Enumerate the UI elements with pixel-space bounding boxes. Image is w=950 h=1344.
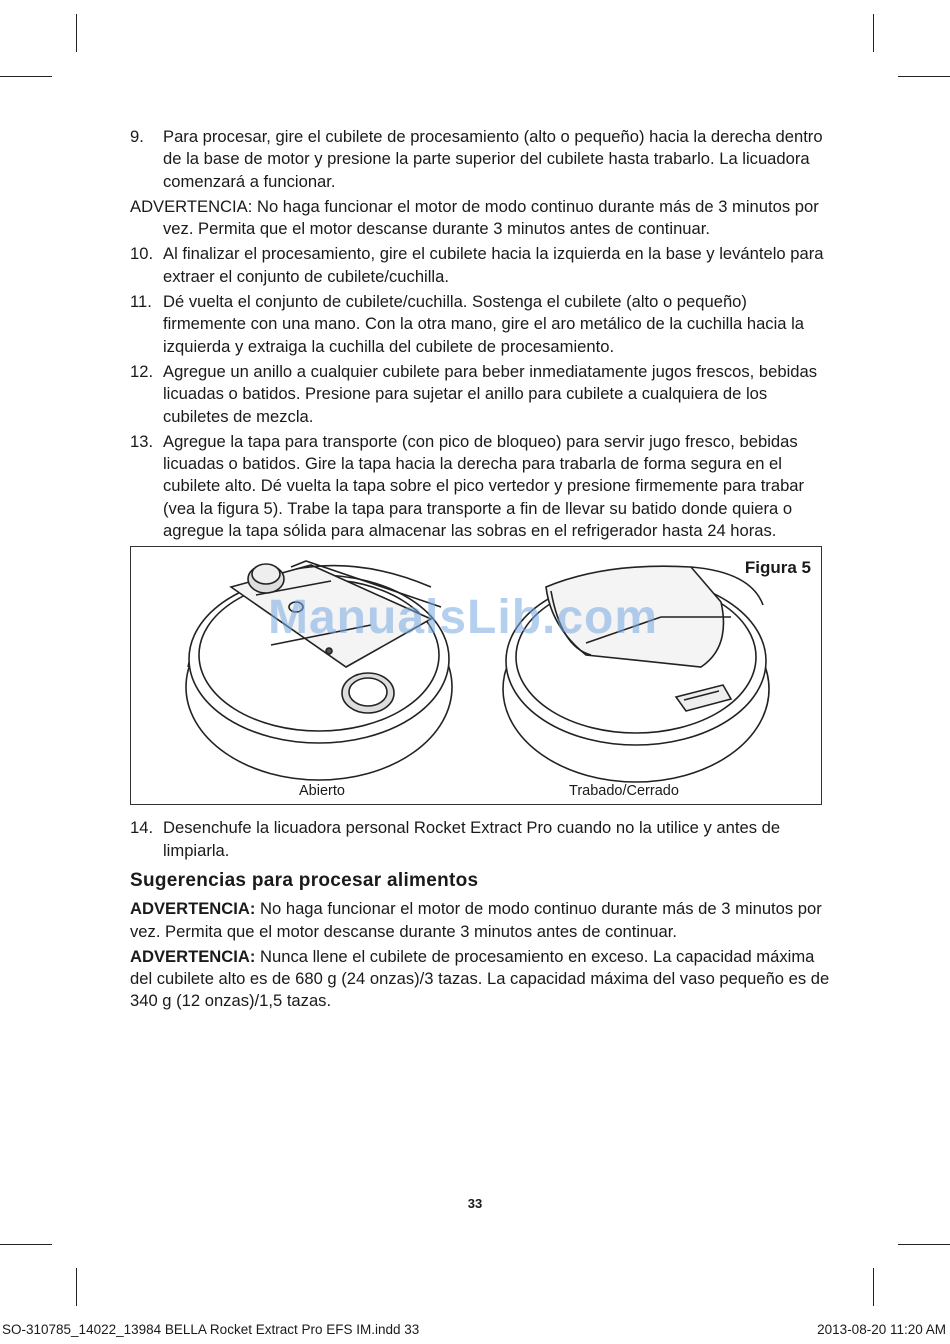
crop-mark — [898, 1244, 950, 1245]
warning-2 — [130, 898, 830, 943]
step-text: Dé vuelta el conjunto de cubilete/cuchilla. Sostenga el cubilete (alto o pequeño) firmemente con una mano. Con la otra mano, gire el aro metálico de la cuchilla hacia la izquierda y extraiga la cuchilla del cubilete de procesamiento. — [163, 292, 805, 356]
step-text: Desenchufe la licuadora personal Rocket Extract Pro cuando no la utilice y antes de limpiarla. — [163, 818, 781, 860]
step-12 — [130, 361, 830, 428]
figure-title: Figura 5 — [744, 558, 811, 578]
warning-label: ADVERTENCIA: — [130, 196, 253, 216]
step-text: Agregue la tapa para transporte (con pico de bloqueo) para servir jugo fresco, bebidas licuadas o batidos. Gire la tapa hacia la derecha para trabarla de forma segura en el cubilete alto. Dé vuelta la tapa sobre el pico vertedor y presione firmemente para trabar (vea la figura 5). Trabe la tapa para transporte a fin de llevar su batido donde quiera o agregue la tapa sólida para almacenar las sobras en el refrigerador hasta 24 horas. — [163, 431, 805, 541]
section-heading: Sugerencias para procesar alimentos — [130, 869, 479, 891]
caption-locked: Trabado/Cerrado — [569, 783, 679, 800]
step-number: 14. — [130, 818, 154, 838]
step-10 — [130, 243, 830, 288]
figure-5 — [130, 546, 822, 805]
watermark: ManualsLib.com — [268, 591, 659, 644]
step-text: Agregue un anillo a cualquier cubilete para beber inmediatamente jugos frescos, bebidas licuadas o batidos. Presione para sujetar el anillo para cubilete a cualquiera de los cubiletes de mezcla. — [163, 361, 818, 426]
step-13 — [130, 431, 830, 542]
warning-text: Nunca llene el cubilete de procesamiento en exceso. La capacidad máxima del cubilete alto es de 680 g (24 onzas)/3 tazas. La capacidad máxima del vaso pequeño es de 340 g (12 onzas)/1,5 tazas. — [130, 946, 830, 1011]
warning-3 — [130, 946, 830, 1013]
step-number: 12. — [130, 361, 154, 381]
step-text: Para procesar, gire el cubilete de procesamiento (alto o pequeño) hacia la derecha dentro de la base de motor y presione la parte superior del cubilete hasta trabarlo. La licuadora comenzará a funcionar. — [163, 127, 823, 191]
crop-mark — [76, 1268, 77, 1306]
step-number: 13. — [130, 431, 154, 451]
crop-mark — [76, 14, 77, 52]
caption-open: Abierto — [299, 783, 345, 800]
crop-mark — [0, 76, 52, 77]
crop-mark — [0, 1244, 52, 1245]
step-text: Al finalizar el procesamiento, gire el cubilete hacia la izquierda en la base y levántelo para extraer el conjunto de cubilete/cuchilla. — [163, 244, 824, 286]
page-number: 33 — [467, 1196, 483, 1211]
crop-mark — [873, 1268, 874, 1306]
step-9 — [130, 126, 830, 193]
step-number: 9. — [130, 127, 144, 146]
step-number: 10. — [130, 244, 154, 264]
warning-text: No haga funcionar el motor de modo continuo durante más de 3 minutos por vez. Permita que el motor descanse durante 3 minutos antes de continuar. — [130, 899, 822, 941]
warning-label: ADVERTENCIA: — [130, 899, 256, 919]
crop-mark — [898, 76, 950, 77]
lid-illustration — [131, 547, 821, 804]
crop-mark — [873, 14, 874, 52]
warning-label: ADVERTENCIA: — [130, 946, 256, 966]
footer-date: 2013-08-20 11:20 AM — [817, 1322, 946, 1337]
warning-1 — [130, 196, 830, 241]
step-number: 11. — [130, 292, 152, 312]
step-14 — [130, 817, 830, 862]
page-content — [130, 126, 830, 1016]
footer-file: SO-310785_14022_13984 BELLA Rocket Extract Pro EFS IM.indd 33 — [2, 1322, 420, 1337]
step-11 — [130, 291, 830, 358]
warning-text: No haga funcionar el motor de modo continuo durante más de 3 minutos por vez. Permita que el motor descanse durante 3 minutos antes de continuar. — [163, 196, 819, 239]
